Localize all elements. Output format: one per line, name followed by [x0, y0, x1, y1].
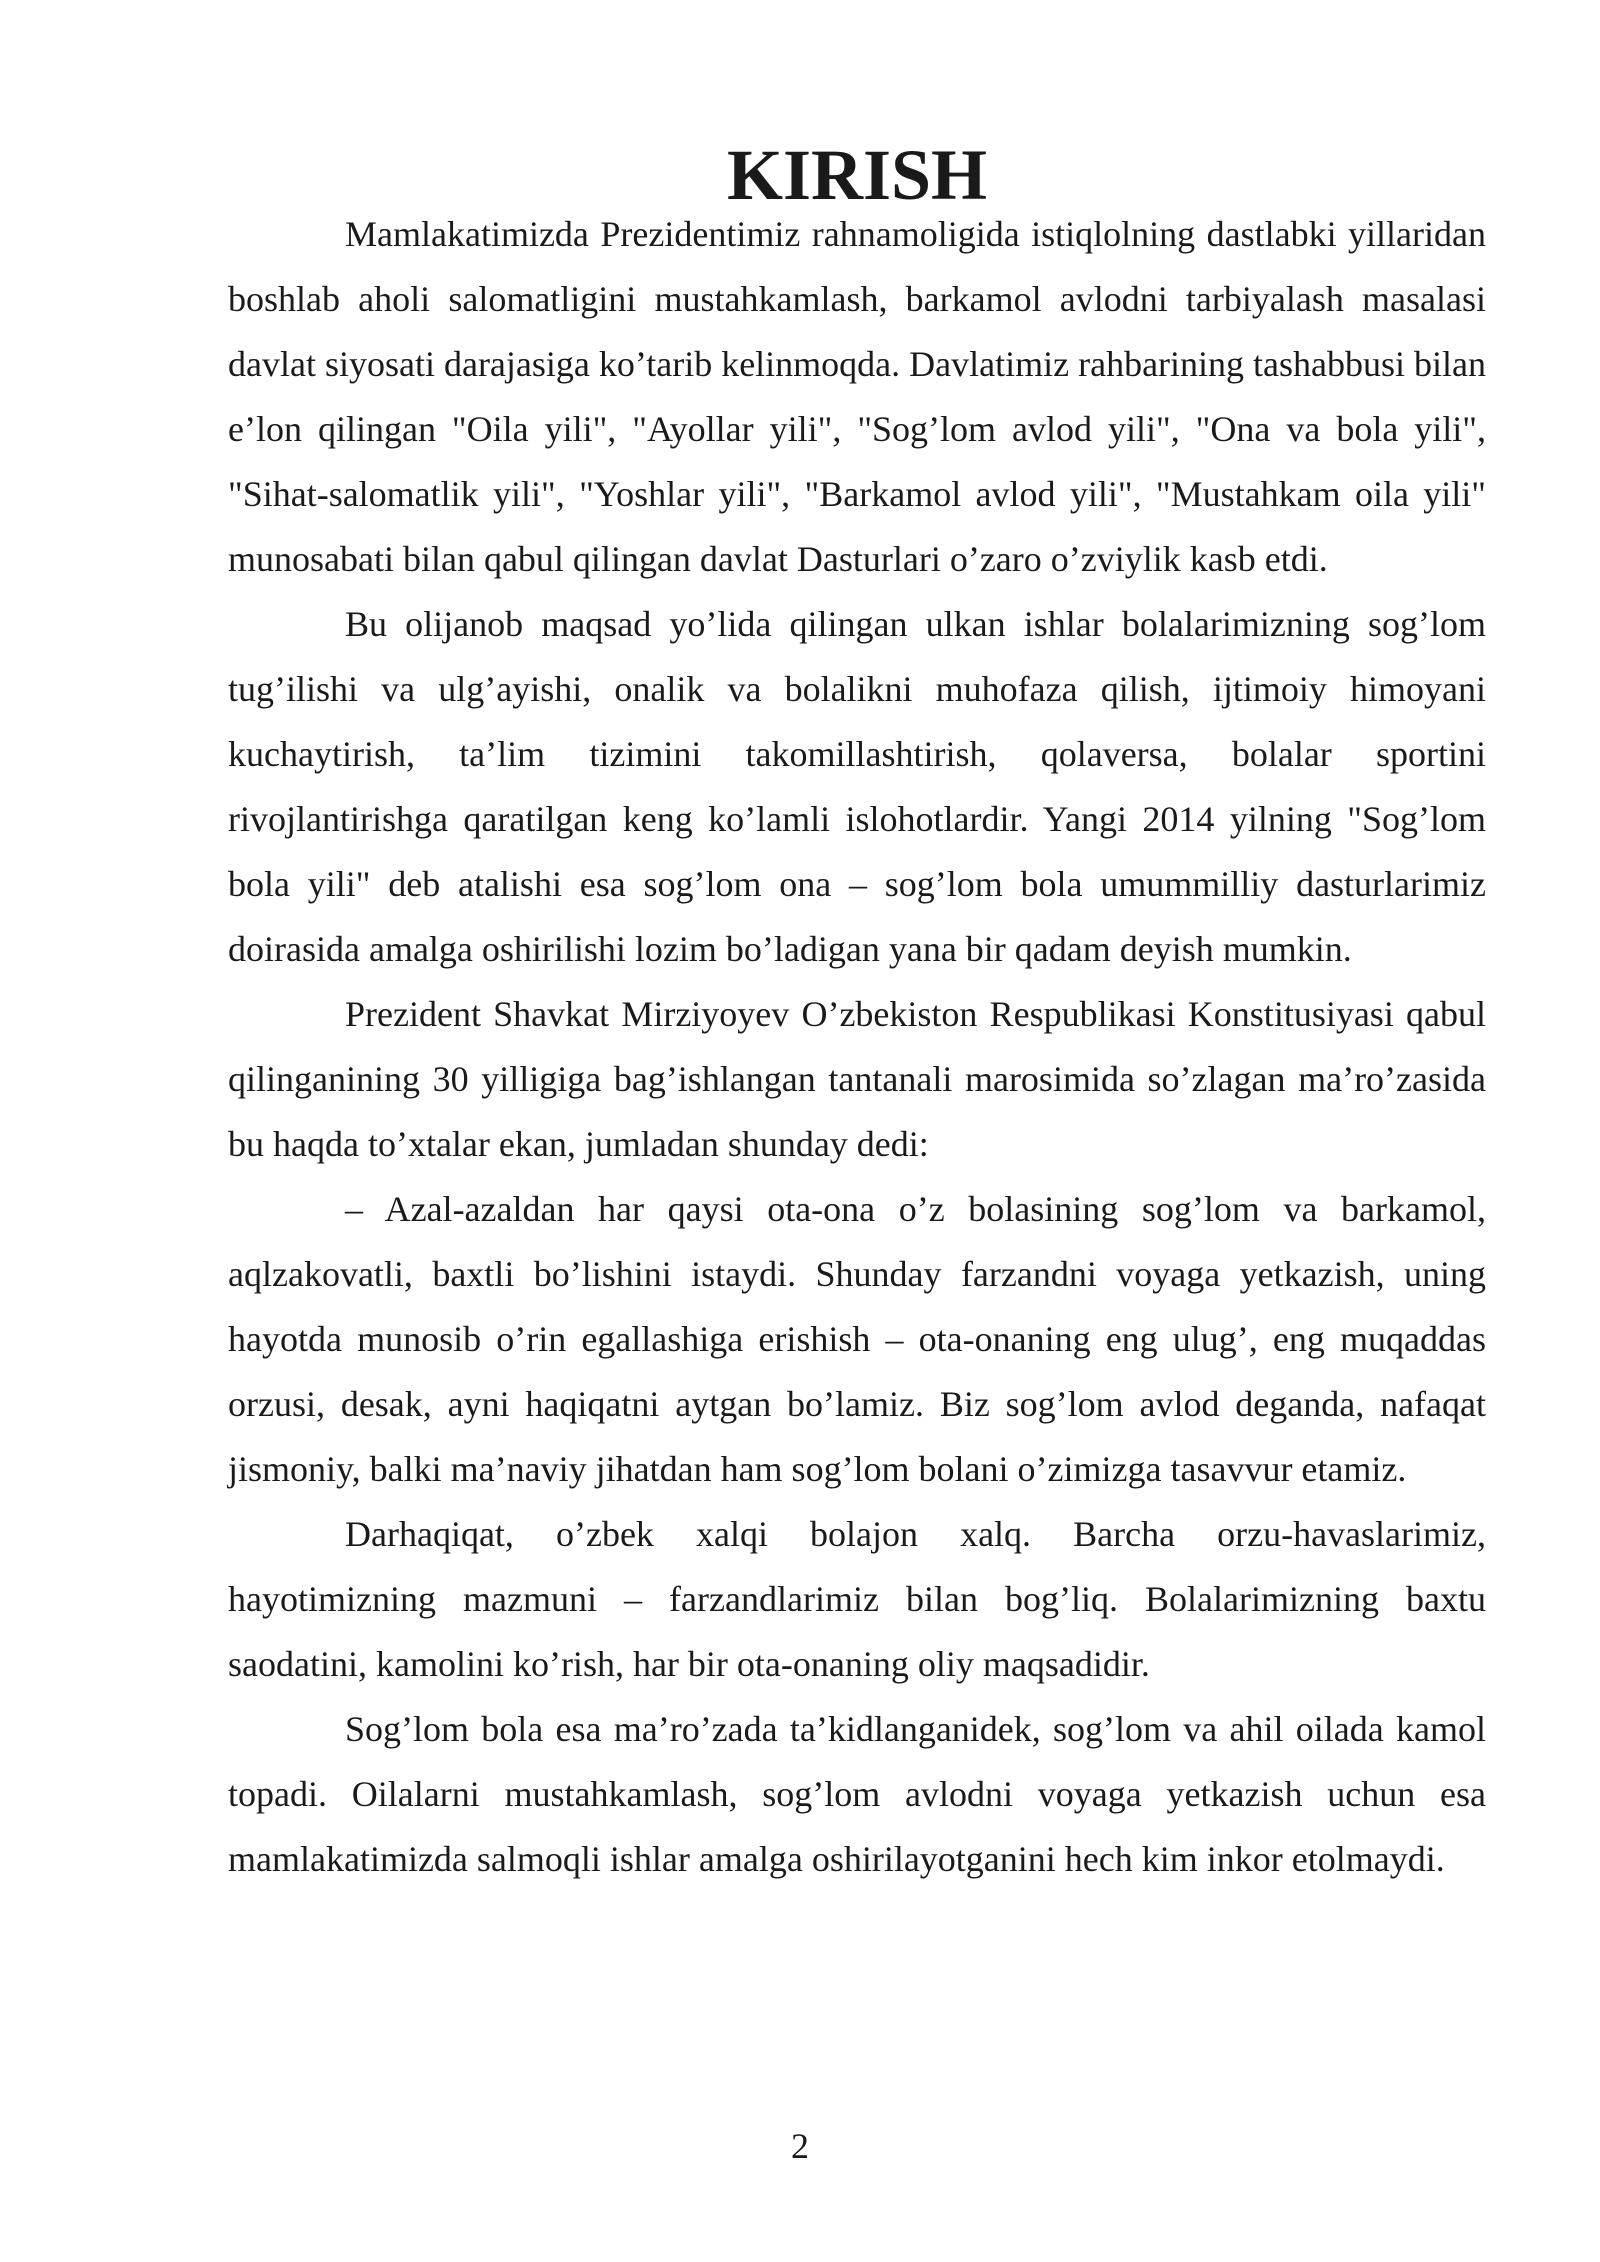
paragraph-reforms: Bu olijanob maqsad yo’lida qilingan ulkan ishlar bolalarimizning sog’lom tug’ilishi va ulg’ayishi, onalik va bolalikni muhofaza qilish, ijtimoiy himoyani kuchaytirish, ta’lim tizimini takomillashtirish, qolaversa, bolalar sportini rivojlantirishga qaratilgan keng ko’lamli islohotlardir. Yangi 2014 yilning "Sog’lom bola yili" deb atalishi esa sog’lom ona – sog’lom bola umummilliy dasturlarimiz doirasida amalga oshirilishi lozim bo’ladigan yana bir qadam deyish mumkin. [228, 604, 1486, 969]
paragraph-president-speech: Prezident Shavkat Mirziyoyev O’zbekiston Respublikasi Konstitusiyasi qabul qilinganining 30 yilligiga bag’ishlangan tantanali marosimida so’zlagan ma’ro’zasida bu haqda to’xtalar ekan, jumladan shunday dedi: [228, 994, 1486, 1164]
page-body [228, 135, 1486, 1892]
section-title: KIRISH [726, 135, 988, 215]
paragraph-uzbek-people: Darhaqiqat, o’zbek xalqi bolajon xalq. Barcha orzu-havaslarimiz, hayotimizning mazmuni – farzandlarimiz bilan bog’liq. Bolalarimizning baxtu saodatini, kamolini ko’rish, har bir ota-onaning oliy maqsadidir. [228, 1514, 1486, 1684]
paragraph-quote: – Azal-azaldan har qaysi ota-ona o’z bolasining sog’lom va barkamol, aqlzakovatli, baxtli bo’lishini istaydi. Shunday farzandni voyaga yetkazish, uning hayotda munosib o’rin egallashiga erishish – ota-onaning eng ulug’, eng muqaddas orzusi, desak, ayni haqiqatni aytgan bo’lamiz. Biz sog’lom avlod deganda, nafaqat jismoniy, balki ma’naviy jihatdan ham sog’lom bolani o’zimizga tasavvur etamiz. [228, 1189, 1486, 1489]
paragraph-healthy-child: Sog’lom bola esa ma’ro’zada ta’kidlanganidek, sog’lom va ahil oilada kamol topadi. Oilalarni mustahkamlash, sog’lom avlodni voyaga yetkazish uchun esa mamlakatimizda salmoqli ishlar amalga oshirilayotganini hech kim inkor etolmaydi. [228, 1709, 1486, 1879]
page-number: 2 [791, 2126, 809, 2166]
paragraph-intro: Mamlakatimizda Prezidentimiz rahnamoligida istiqlolning dastlabki yillaridan boshlab aholi salomatligini mustahkamlash, barkamol avlodni tarbiyalash masalasi davlat siyosati darajasiga ko’tarib kelinmoqda. Davlatimiz rahbarining tashabbusi bilan e’lon qilingan "Oila yili", "Ayollar yili", "Sog’lom avlod yili", "Ona va bola yili", "Sihat-salomatlik yili", "Yoshlar yili", "Barkamol avlod yili", "Mustahkam oila yili" munosabati bilan qabul qilingan davlat Dasturlari o’zaro o’zviylik kasb etdi. [228, 214, 1486, 579]
